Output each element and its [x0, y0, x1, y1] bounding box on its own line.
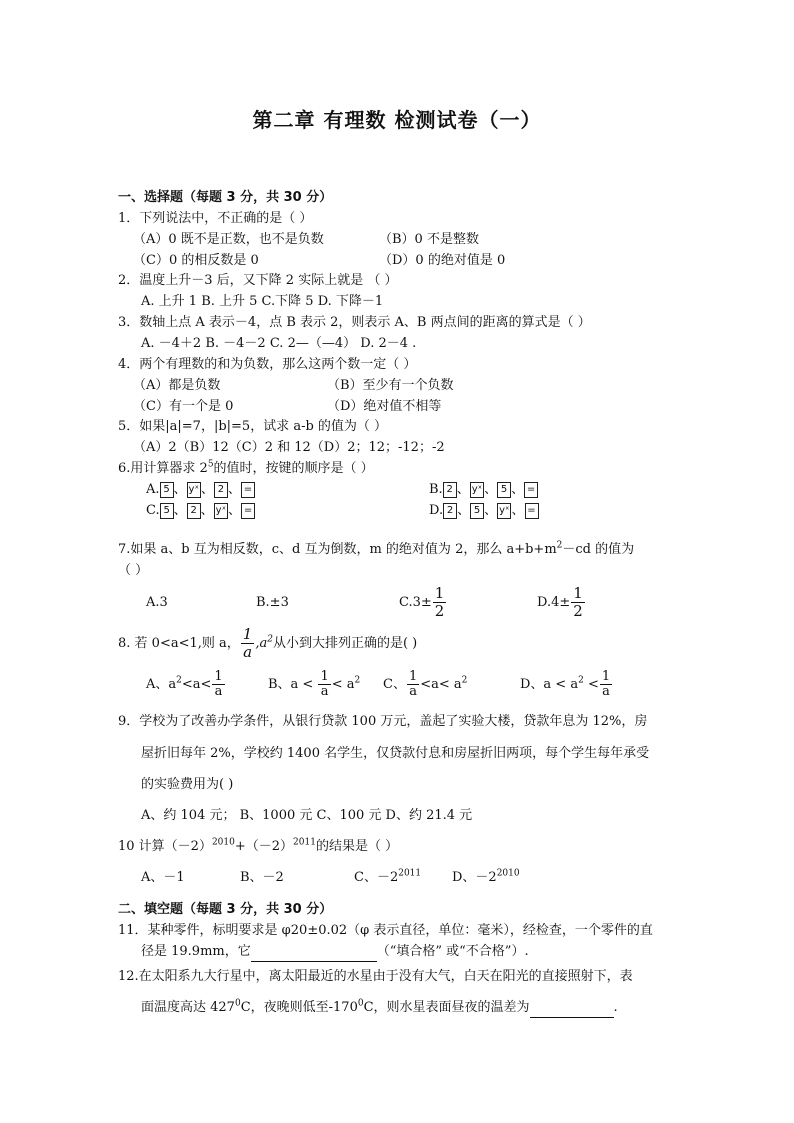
calc-key: yˣ: [470, 482, 484, 498]
fraction: $\frac{1}{a}$: [242, 625, 253, 661]
q11-line1: 11．某种零件，标明要求是 φ20±0.02（φ 表示直径，单位：毫米），经检查，一个零件的直: [118, 923, 653, 938]
answer-blank[interactable]: [251, 943, 377, 962]
fraction: $\frac{1}{a}$: [408, 669, 418, 699]
q10-stem: 10 计算$(-2)^{2010}+(-2)^{2011}$的结果是（ ）: [118, 837, 399, 854]
calc-key: =: [525, 503, 539, 519]
q1-stem: 1．下列说法中，不正确的是（ ）: [118, 211, 313, 226]
q4-option-d: （D）绝对值不相等: [327, 399, 442, 414]
q8-option-a: A、$a^2<a<$ $\frac{1}{a}$: [146, 669, 223, 699]
q3-options: A. －4＋2 B. －4－2 C. 2—（—4） D. 2－4 .: [141, 336, 417, 351]
fraction: $\frac{1}{a}$: [214, 669, 223, 699]
fraction: $\frac{1}{a}$: [601, 669, 611, 699]
fraction: $\frac{1}{2}$: [573, 584, 583, 620]
q12-line2: 面温度高达 $427^0C$，夜晚则低至$-170^0C$，则水星表面昼夜的温差为 .: [141, 999, 618, 1018]
q2-options: A. 上升 1 B. 上升 5 C.下降 5 D. 下降－1: [141, 294, 384, 309]
q6-option-c: C. 5 、 2 、 yˣ 、 =: [146, 502, 255, 520]
calc-key: 2: [443, 482, 457, 498]
calc-key: 2: [214, 482, 228, 498]
q9-line2: 屋折旧每年 2%，学校约 1400 名学生，仅贷款付息和房屋折旧两项，每个学生每年承受: [141, 746, 650, 761]
q5-stem: 5．如果|a|=7，|b|=5，试求 a-b 的值为（ ）: [118, 419, 388, 434]
q12-line1: 12.在太阳系九大行星中，离太阳最近的水星由于没有大气，白天在阳光的直接照射下，表: [118, 969, 633, 984]
calc-key: yˣ: [214, 503, 228, 519]
q10-option-a: A、－1: [141, 870, 185, 885]
q5-options: （A）2（B）12（C）2 和 12（D）2；12；-12；-2: [133, 440, 445, 455]
calc-key: 2: [187, 503, 201, 519]
q1-option-d: （D）0 的绝对值是 0: [379, 253, 506, 268]
calc-key: 5: [160, 503, 174, 519]
q4-stem: 4．两个有理数的和为负数，那么这两个数一定（ ）: [118, 357, 417, 372]
page-title: 第二章 有理数 检测试卷（一）: [252, 108, 542, 132]
q9-line3: 的实验费用为( ): [141, 777, 234, 792]
section-heading-fill: 二、填空题（每题 3 分，共 30 分）: [118, 902, 333, 917]
q8-stem: 8. 若 0<a<1,则 a， $\frac{1}{a}$ $,a^2$从小到大排列正确的是( ): [118, 625, 418, 661]
q7-stem: 7.如果 a、b 互为相反数，c、d 互为倒数，m 的绝对值为 2，那么 $a+b+m^2-cd$ 的值为: [118, 540, 635, 557]
q4-option-b: （B）至少有一个负数: [327, 378, 454, 393]
q6-option-b: B. 2 、 yˣ 、 5 、 =: [429, 481, 538, 499]
q7-option-c: C.3± $\frac{1}{2}$: [399, 584, 445, 620]
q9-options: A、约 104 元； B、1000 元 C、100 元 D、约 21.4 元: [141, 808, 473, 823]
fraction: $\frac{1}{a}$: [320, 669, 329, 699]
q7-option-d: D.4± $\frac{1}{2}$: [537, 584, 583, 620]
q1-option-b: （B）0 不是整数: [379, 232, 479, 247]
q10-option-b: B、－2: [240, 870, 284, 885]
calc-key: 2: [443, 503, 457, 519]
calc-key: =: [524, 482, 538, 498]
calc-key: =: [241, 503, 255, 519]
q1-option-c: （C）0 的相反数是 0: [133, 253, 259, 268]
fraction: $\frac{1}{2}$: [434, 584, 445, 620]
calc-key: yˣ: [497, 503, 511, 519]
q1-option-a: （A）0 既不是正数，也不是负数: [133, 232, 324, 247]
q2-stem: 2．温度上升－3 后，又下降 2 实际上就是 （ ）: [118, 273, 398, 288]
q8-option-b: B、a < $\frac{1}{a}$ < $a^2$: [268, 669, 361, 699]
calc-key: 5: [470, 503, 484, 519]
q6-stem: 6.用计算器求 $2^5$的值时，按键的顺序是（ ）: [118, 459, 374, 476]
q10-option-d: D、$-2^{2010}$: [452, 868, 520, 885]
q6-option-d: D. 2 、 5 、 yˣ 、 =: [429, 502, 539, 520]
section-heading-choice: 一、选择题（每题 3 分，共 30 分）: [118, 190, 333, 205]
q9-line1: 9．学校为了改善办学条件，从银行贷款 100 万元，盖起了实验大楼，贷款年息为 12%，房: [118, 714, 648, 729]
calc-key: 5: [160, 482, 174, 498]
q8-option-d: D、$a < a^2$ < $\frac{1}{a}$: [520, 669, 611, 699]
calc-key: 5: [497, 482, 511, 498]
answer-blank[interactable]: [530, 999, 614, 1018]
q6-option-a: A. 5 、 yˣ 、 2 、 =: [146, 481, 255, 499]
q7-option-b: B.±3: [256, 595, 289, 610]
q7-paren: （ ）: [118, 563, 149, 578]
q10-option-c: C、$-2^{2011}$: [354, 868, 422, 885]
calc-key: yˣ: [187, 482, 201, 498]
q7-option-a: A.3: [146, 595, 168, 610]
q8-option-c: C、 $\frac{1}{a}$ $<a< a^2$: [383, 669, 468, 699]
q3-stem: 3．数轴上点 A 表示－4，点 B 表示 2，则表示 A、B 两点间的距离的算式是（ ）: [118, 315, 591, 330]
q11-line2: 径是 19.9mm，它 （“填合格” 或“不合格”）.: [141, 943, 529, 962]
calc-key: =: [241, 482, 255, 498]
q4-option-a: （A）都是负数: [133, 378, 221, 393]
q4-option-c: （C）有一个是 0: [133, 399, 234, 414]
